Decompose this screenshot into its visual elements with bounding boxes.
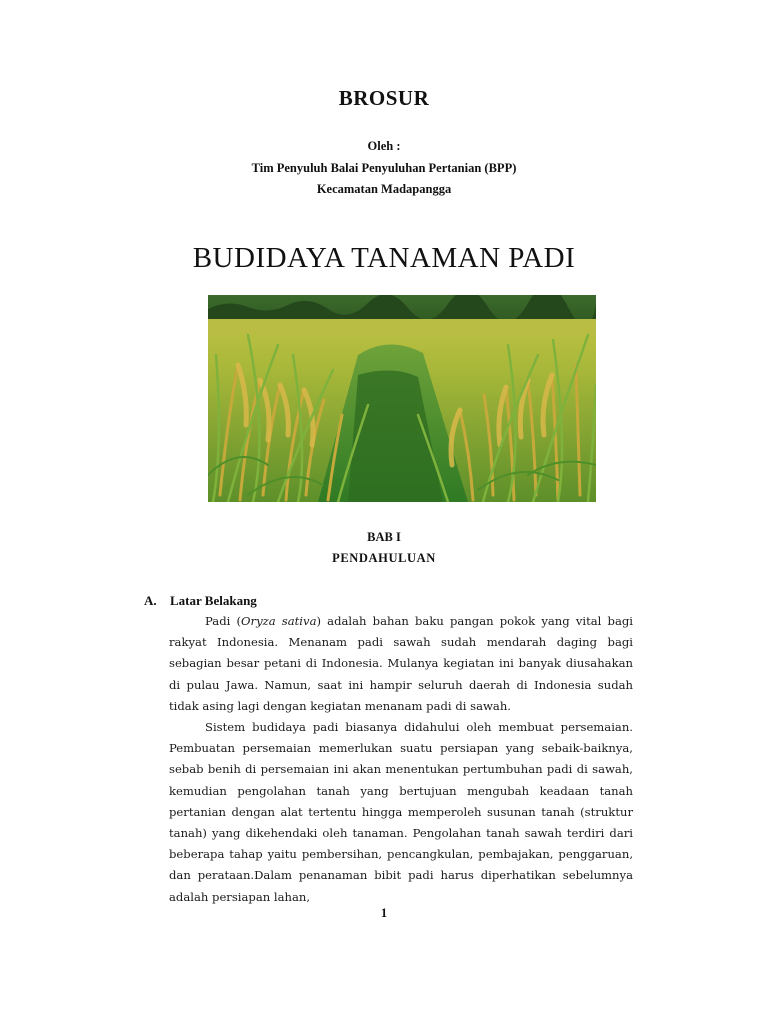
chapter-label: BAB I [367,530,401,544]
section-title: Latar Belakang [170,593,257,608]
paragraph-1-start: Padi ( [205,614,242,628]
paragraph-2: Sistem budidaya padi biasanya didahului oleh membuat persemaian. Pembuatan persemaian memerlukan suatu persiapan yang sebaik-baiknya, sebab benih di persemaian ini akan menentukan pertumbuhan padi di sawah, kemudian pengolahan tanah yang bertujuan mengubah keadaan tanah pertanian dengan alat tertentu hingga memperoleh susunan tanah (struktur tanah) yang dikehendaki oleh tanaman. Pengolahan tanah sawah terdiri dari beberapa tahap yaitu pembersihan, pencangkulan, pembajakan, penggaruan, dan perataan.Dalam penanaman bibit padi harus diperhatikan sebelumnya adalah persiapan lahan, [169,720,633,904]
document-label: BROSUR [338,86,430,110]
page-title: BUDIDAYA TANAMAN PADI [192,242,576,274]
paragraph-1 [169,611,633,717]
section-heading [144,593,257,609]
paragraph-1-rest: ) adalah bahan baku pangan pokok yang vital bagi rakyat Indonesia. Menanam padi sawah sudah mendarah daging bagi sebagian besar petani di Indonesia. Mulanya kegiatan ini banyak diusahakan di pulau Jawa. Namun, saat ini hampir seluruh daerah di Indonesia sudah tidak asing lagi dengan kegiatan menanam padi di sawah. [169,614,633,713]
latin-name: Oryza sativa [241,614,317,628]
author-district: Kecamatan Madapangga [316,182,452,196]
section-body [169,611,633,908]
author-prefix: Oleh : [367,139,401,153]
section-number: A. [144,593,157,608]
rice-field-photo [208,295,596,502]
page-number: 1 [380,906,388,920]
author-organization: Tim Penyuluh Balai Penyuluhan Pertanian (BPP) [251,161,517,175]
chapter-title: PENDAHULUAN [332,551,436,565]
